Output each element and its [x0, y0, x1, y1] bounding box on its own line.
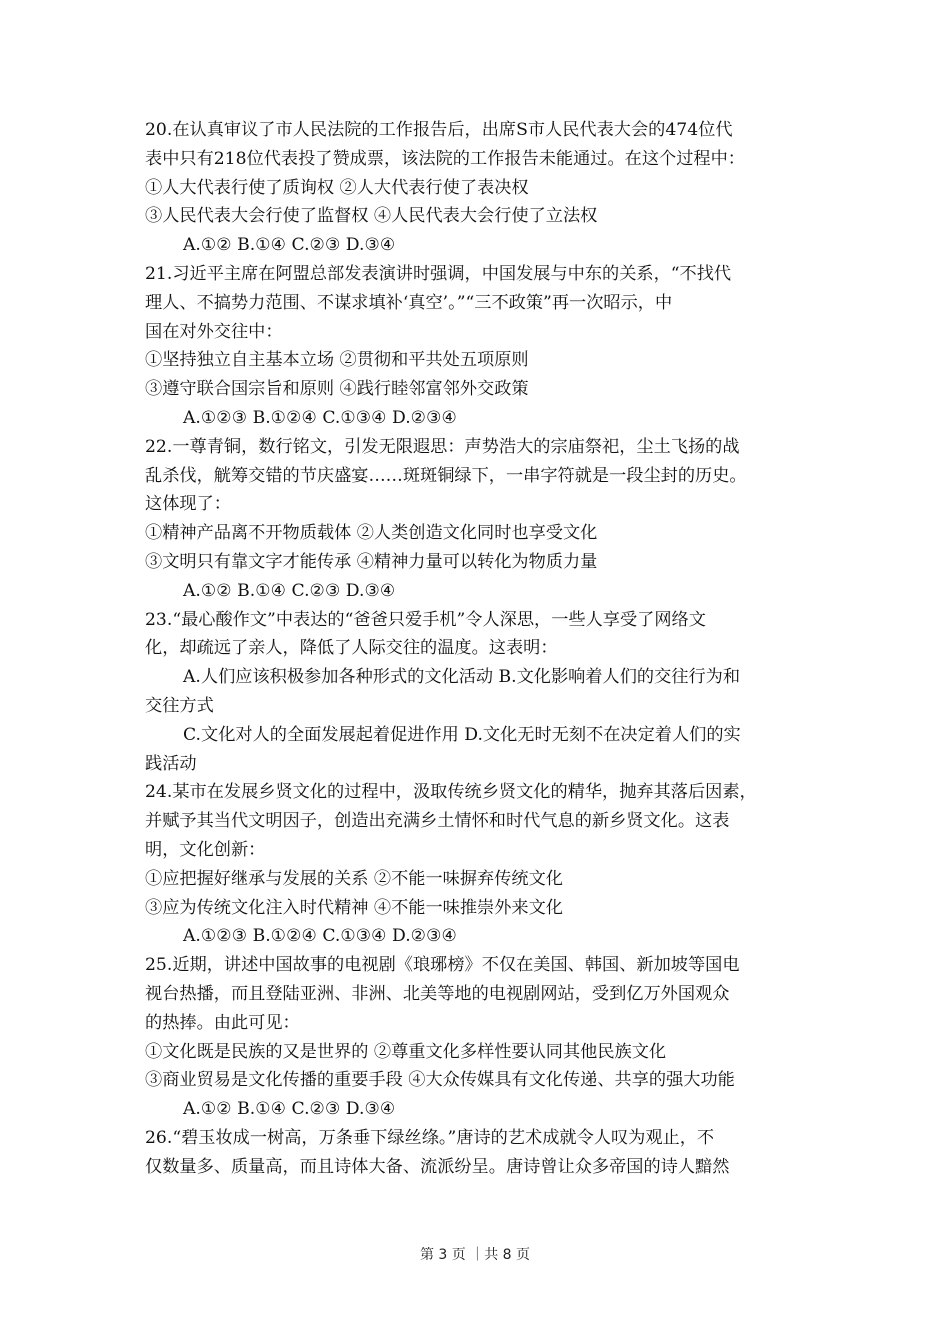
question-21 — [145, 260, 815, 433]
statement-line: ③应为传统文化注入时代精神 ④不能一味推崇外来文化 — [145, 897, 563, 918]
question-20 — [145, 116, 815, 260]
question-stem-line: 乱杀伐，觥筹交错的节庆盛宴……斑斑铜绿下，一串字符就是一段尘封的历史。 — [145, 465, 747, 486]
question-stem-line: 20.在认真审议了市人民法院的工作报告后，出席S市人民代表大会的474位代 — [145, 120, 733, 140]
question-stem-line: 21.习近平主席在阿盟总部发表演讲时强调，中国发展与中东的关系，“不找代 — [145, 263, 732, 284]
question-25 — [145, 951, 815, 1124]
answer-options: A.①②③ B.①②④ C.①③④ D.②③④ — [183, 926, 457, 947]
question-stem-line: 明，文化创新： — [145, 839, 266, 860]
question-stem-line: 并赋予其当代文明因子，创造出充满乡土情怀和时代气息的新乡贤文化。这表 — [145, 811, 730, 832]
question-stem-line: 23.“最心酸作文”中表达的“爸爸只爱手机”令人深思，一些人享受了网络文 — [145, 609, 706, 630]
question-stem-line: 26.“碧玉妆成一树高，万条垂下绿丝绦。”唐诗的艺术成就令人叹为观止，不 — [145, 1127, 715, 1148]
answer-options: A.人们应该积极参加各种形式的文化活动 B.文化影响着人们的交往行为和 — [183, 667, 741, 688]
question-stem-line: 的热捧。由此可见： — [145, 1012, 300, 1033]
statement-line: ①人大代表行使了质询权 ②人大代表行使了表决权 — [145, 177, 529, 198]
answer-options-continued: 交往方式 — [145, 695, 214, 716]
question-stem-line: 理人、不搞势力范围、不谋求填补‘真空’。”“三不政策”再一次昭示，中 — [145, 292, 673, 313]
question-stem-line: 22.一尊青铜，数行铭文，引发无限遐思：声势浩大的宗庙祭祀，尘土飞扬的战 — [145, 436, 740, 457]
statement-line: ①坚持独立自主基本立场 ②贯彻和平共处五项原则 — [145, 350, 529, 371]
statement-line: ③商业贸易是文化传播的重要手段 ④大众传媒具有文化传递、共享的强大功能 — [145, 1070, 735, 1091]
answer-options: C.文化对人的全面发展起着促进作用 D.文化无时无刻不在决定着人们的实 — [183, 724, 741, 745]
statement-line: ③文明只有靠文字才能传承 ④精神力量可以转化为物质力量 — [145, 551, 598, 572]
page-footer: 第 3 页 ｜共 8 页 — [419, 1247, 531, 1263]
question-23 — [145, 606, 815, 779]
question-24 — [145, 778, 815, 951]
question-stem-line: 这体现了： — [145, 494, 231, 515]
answer-options: A.①② B.①④ C.②③ D.③④ — [183, 580, 396, 601]
answer-options: A.①② B.①④ C.②③ D.③④ — [183, 1099, 396, 1120]
answer-options: A.①②③ B.①②④ C.①③④ D.②③④ — [183, 407, 457, 428]
question-26 — [145, 1124, 815, 1182]
statement-line: ③人民代表大会行使了监督权 ④人民代表大会行使了立法权 — [145, 206, 598, 227]
question-stem-line: 视台热播，而且登陆亚洲、非洲、北美等地的电视剧网站，受到亿万外国观众 — [145, 983, 730, 1004]
statement-line: ③遵守联合国宗旨和原则 ④践行睦邻富邻外交政策 — [145, 379, 529, 400]
question-stem-line: 25.近期，讲述中国故事的电视剧《琅琊榜》不仅在美国、韩国、新加坡等国电 — [145, 955, 740, 976]
answer-options: A.①② B.①④ C.②③ D.③④ — [183, 235, 396, 256]
question-22 — [145, 433, 815, 606]
question-stem-line: 仅数量多、质量高，而且诗体大备、流派纷呈。唐诗曾让众多帝国的诗人黯然 — [145, 1156, 730, 1177]
question-stem-line: 国在对外交往中： — [145, 321, 283, 342]
question-stem-line: 化，却疏远了亲人，降低了人际交往的温度。这表明： — [145, 638, 558, 659]
statement-line: ①应把握好继承与发展的关系 ②不能一味摒弃传统文化 — [145, 868, 563, 889]
statement-line: ①文化既是民族的又是世界的 ②尊重文化多样性要认同其他民族文化 — [145, 1041, 667, 1062]
statement-line: ①精神产品离不开物质载体 ②人类创造文化同时也享受文化 — [145, 523, 598, 544]
question-list — [145, 116, 815, 1181]
question-stem-line: 表中只有218位代表投了赞成票，该法院的工作报告未能通过。在这个过程中： — [145, 148, 745, 169]
question-stem-line: 24.某市在发展乡贤文化的过程中，汲取传统乡贤文化的精华，抛弃其落后因素， — [145, 782, 757, 803]
answer-options-continued: 践活动 — [145, 753, 197, 774]
